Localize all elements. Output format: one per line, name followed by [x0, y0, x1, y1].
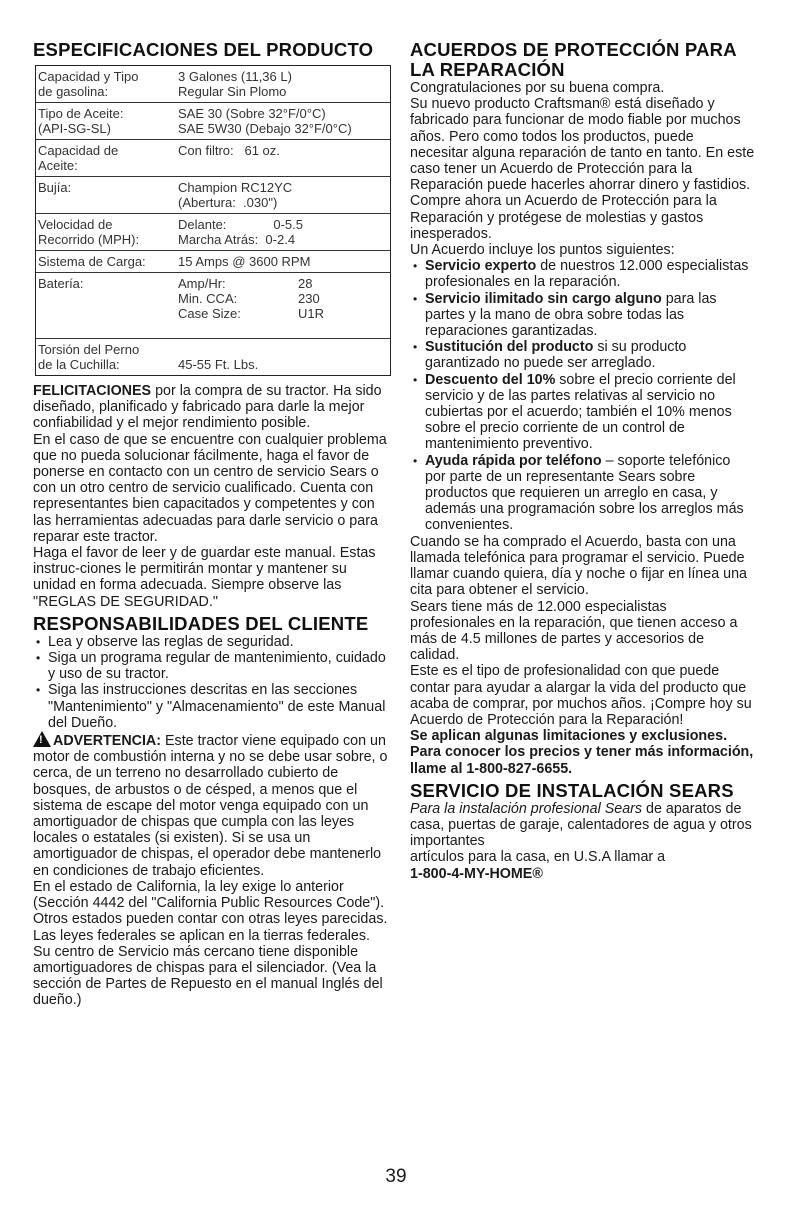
spec-row	[36, 140, 390, 177]
warning-paragraph	[33, 731, 390, 879]
spec-row	[36, 214, 390, 251]
point-bold: Servicio experto	[425, 258, 537, 275]
spec-key: Capacidad de	[38, 143, 119, 158]
spec-key: Capacidad y Tipo	[38, 69, 139, 84]
list-item	[410, 453, 755, 534]
point-text: – soporte telefónico por parte de un representante Sears sobre productos que requieren un arreglo en casa, y además una programación sobre los arreglos más convenientes.	[425, 452, 744, 534]
warning-label: ADVERTENCIA:	[53, 733, 162, 750]
point-bold: Sustitución del producto	[425, 339, 594, 356]
spec-key: de la Cuchilla:	[38, 357, 120, 372]
congrats-text: por la compra de su tractor. Ha sido diseñado, planificado y fabricado para darle la mejor confiabilidad y el mejor rendimiento posible.	[33, 383, 382, 432]
list-item: • Lea y observe las reglas de seguridad.	[33, 634, 390, 650]
installation-paragraph	[410, 801, 755, 850]
battery-value: 28	[298, 276, 313, 291]
installation-phone: 1-800-4-MY-HOME®	[410, 865, 543, 882]
responsibilities-title: RESPONSABILIDADES DEL CLIENTE	[33, 612, 369, 634]
limitations-text: Se aplican algunas limitaciones y exclusiones. Para conocer los precios y tener más información, llame al 1-800-827-6655.	[410, 728, 754, 777]
body-paragraph: Compre ahora un Acuerdo de Protección para la Reparación y protégese de molestias y gastos inesperados.	[410, 193, 717, 242]
spec-row	[36, 66, 390, 103]
spec-value: SAE 5W30 (Debajo 32°F/0°C)	[178, 121, 352, 136]
body-paragraph: Su nuevo producto Craftsman® está diseñado y fabricado para funcionar de modo fiable por muchos años. Pero como todos los productos, puede necesitar alguna reparación de tanto en tanto. En este caso tener un Acuerdo de Protección para la Reparación puede hacerles ahorrar dinero y fastidios.	[410, 96, 755, 194]
spec-row	[36, 251, 390, 273]
spec-value: (Abertura: .030")	[178, 195, 278, 210]
installation-italic: Para la instalación profesional Sears	[410, 800, 643, 817]
installation-text: de aparatos de casa, puertas de garaje, calentadores de agua y otros importantes	[410, 800, 752, 850]
spec-value: Regular Sin Plomo	[178, 84, 287, 99]
body-paragraph: Un Acuerdo incluye los puntos siguientes:	[410, 242, 675, 259]
spec-title: ESPECIFICACIONES DEL PRODUCTO	[33, 39, 374, 60]
spec-row-torque	[36, 339, 390, 375]
agreement-points-list	[410, 258, 755, 533]
protection-title-line2: LA REPARACIÓN	[410, 59, 565, 80]
battery-label: Min. CCA:	[178, 291, 238, 306]
spec-value: 3 Galones (11,36 L)	[178, 69, 292, 84]
body-paragraph: Congratulaciones por su buena compra.	[410, 80, 665, 96]
right-column	[410, 40, 755, 882]
list-item	[410, 339, 755, 371]
list-item	[410, 258, 755, 290]
point-text: para las partes y la mano de obra sobre todas las reparaciones garantizadas.	[425, 290, 717, 340]
point-bold: Ayuda rápida por teléfono	[425, 452, 602, 469]
battery-value: 230	[298, 291, 320, 306]
point-text: sobre el precio corriente del servicio y de las partes relativas al servicio no cubiertas por el acuerdo; también el 10% menos sobre el precio corriente de un control de mantenimiento preventivo.	[425, 371, 736, 453]
spec-row	[36, 103, 390, 140]
installation-phone-paragraph	[410, 866, 755, 882]
responsibilities-list	[33, 634, 390, 731]
point-text: de nuestros 12.000 especialistas profesionales en la reparación.	[425, 258, 749, 291]
spec-key: Bujía:	[38, 180, 72, 195]
spec-key: de gasolina:	[38, 84, 109, 99]
spec-key: Velocidad de	[38, 217, 113, 232]
spec-value: Delante: 0-5.5	[178, 217, 304, 232]
spec-value: Champion RC12YC	[178, 180, 293, 195]
spec-key: Torsión del Perno	[38, 342, 140, 357]
body-paragraph: Cuando se ha comprado el Acuerdo, basta con una llamada telefónica para programar el servicio. Puede llamar cuando quiera, día y noche o fijar en línea una cita para obtener el servicio.	[410, 533, 747, 599]
spec-key: Batería:	[38, 276, 84, 291]
installation-paragraph-2: artículos para la casa, en U.S.A llamar a	[410, 849, 666, 866]
list-item: • Siga las instrucciones descritas en las secciones "Mantenimiento" y "Almacenamiento" de este Manual del Dueño.	[33, 682, 390, 731]
spec-value: SAE 30 (Sobre 32°F/0°C)	[178, 106, 326, 121]
spec-table	[35, 65, 391, 376]
protection-title-line1: ACUERDOS DE PROTECCIÓN PARA	[410, 39, 737, 60]
body-paragraph: Este es el tipo de profesionalidad con que puede contar para ayudar a alargar la vida del producto que acaba de comprar, por muchos años. ¡Compre hoy su Acuerdo de Protección para la Reparación!	[410, 663, 752, 728]
list-item	[410, 291, 755, 340]
spec-value: 15 Amps @ 3600 RPM	[178, 254, 311, 269]
spec-row-battery	[36, 273, 390, 339]
spec-value: Con filtro: 61 oz.	[178, 143, 280, 158]
body-paragraph: Haga el favor de leer y de guardar este manual. Estas instruc-ciones le permitirán montar y mantener su unidad en forma adecuada. Siempre observe las "REGLAS DE SEGURIDAD."	[33, 545, 376, 610]
list-item	[410, 372, 755, 453]
battery-label: Case Size:	[178, 306, 241, 321]
body-paragraph: En el estado de California, la ley exige lo anterior (Sección 4442 del "California Public Resources Code"). Otros estados pueden contar con otras leyes parecidas. Las leyes federales se aplican en la tierras federales. Su centro de Servicio más cercano tiene disponible amortiguadores de chispas para el silenciador. (Vea la sección de Partes de Repuesto en el manual Inglés del dueño.)	[33, 878, 388, 1009]
left-column	[33, 40, 390, 1009]
point-bold: Descuento del 10%	[425, 371, 556, 388]
warning-text: Este tractor viene equipado con un motor de combustión interna y no se debe usar sobre, o cerca, de un terreno no desarrollado cubierto de bosques, de arbustos o de césped, a menos que el sistema de escape del motor venga equipado con un amortiguador de chispas que cumpla con las leyes locales o estatales (si existen). Si se usa un amortiguador de chispas, el operador debe mantenerlo en condiciones de trabajo eficientes.	[33, 733, 388, 879]
list-item: • Siga un programa regular de mantenimiento, cuidado y uso de su tractor.	[33, 650, 390, 682]
spec-key: (API-SG-SL)	[38, 121, 111, 136]
spec-key: Sistema de Carga:	[38, 254, 146, 269]
body-paragraph: Sears tiene más de 12.000 especialistas profesionales en la reparación, que tienen acceso a más de 4.5 millones de partes y accesorios de calidad.	[410, 598, 738, 664]
battery-label: Amp/Hr:	[178, 276, 226, 291]
point-text: si su producto garantizado no puede ser arreglado.	[425, 339, 687, 372]
spec-value: 45-55 Ft. Lbs.	[178, 357, 259, 372]
battery-value: U1R	[298, 306, 325, 321]
point-bold: Servicio ilimitado sin cargo alguno	[425, 290, 662, 307]
spec-value: Marcha Atrás: 0-2.4	[178, 232, 296, 247]
congrats-heading: FELICITACIONES	[33, 383, 152, 399]
spec-key: Tipo de Aceite:	[38, 106, 124, 121]
spec-key: Aceite:	[38, 158, 78, 173]
limitations-paragraph	[410, 728, 755, 777]
page-number: 39	[385, 1166, 407, 1187]
installation-title: SERVICIO DE INSTALACIÓN SEARS	[410, 779, 734, 801]
spec-key: Recorrido (MPH):	[38, 232, 140, 247]
spec-row	[36, 177, 390, 214]
congrats-paragraph	[33, 383, 390, 432]
body-paragraph: En el caso de que se encuentre con cualquier problema que no pueda solucionar fácilmente, haga el favor de ponerse en contacto con un centro de servicio Sears o con un otro centro de servicio cualificado. Cuenta con representantes bien capacitados y competentes y con las herramientas adecuadas para darle servicio o para reparar este tractor.	[33, 431, 387, 545]
warning-triangle-icon: !	[33, 731, 51, 747]
